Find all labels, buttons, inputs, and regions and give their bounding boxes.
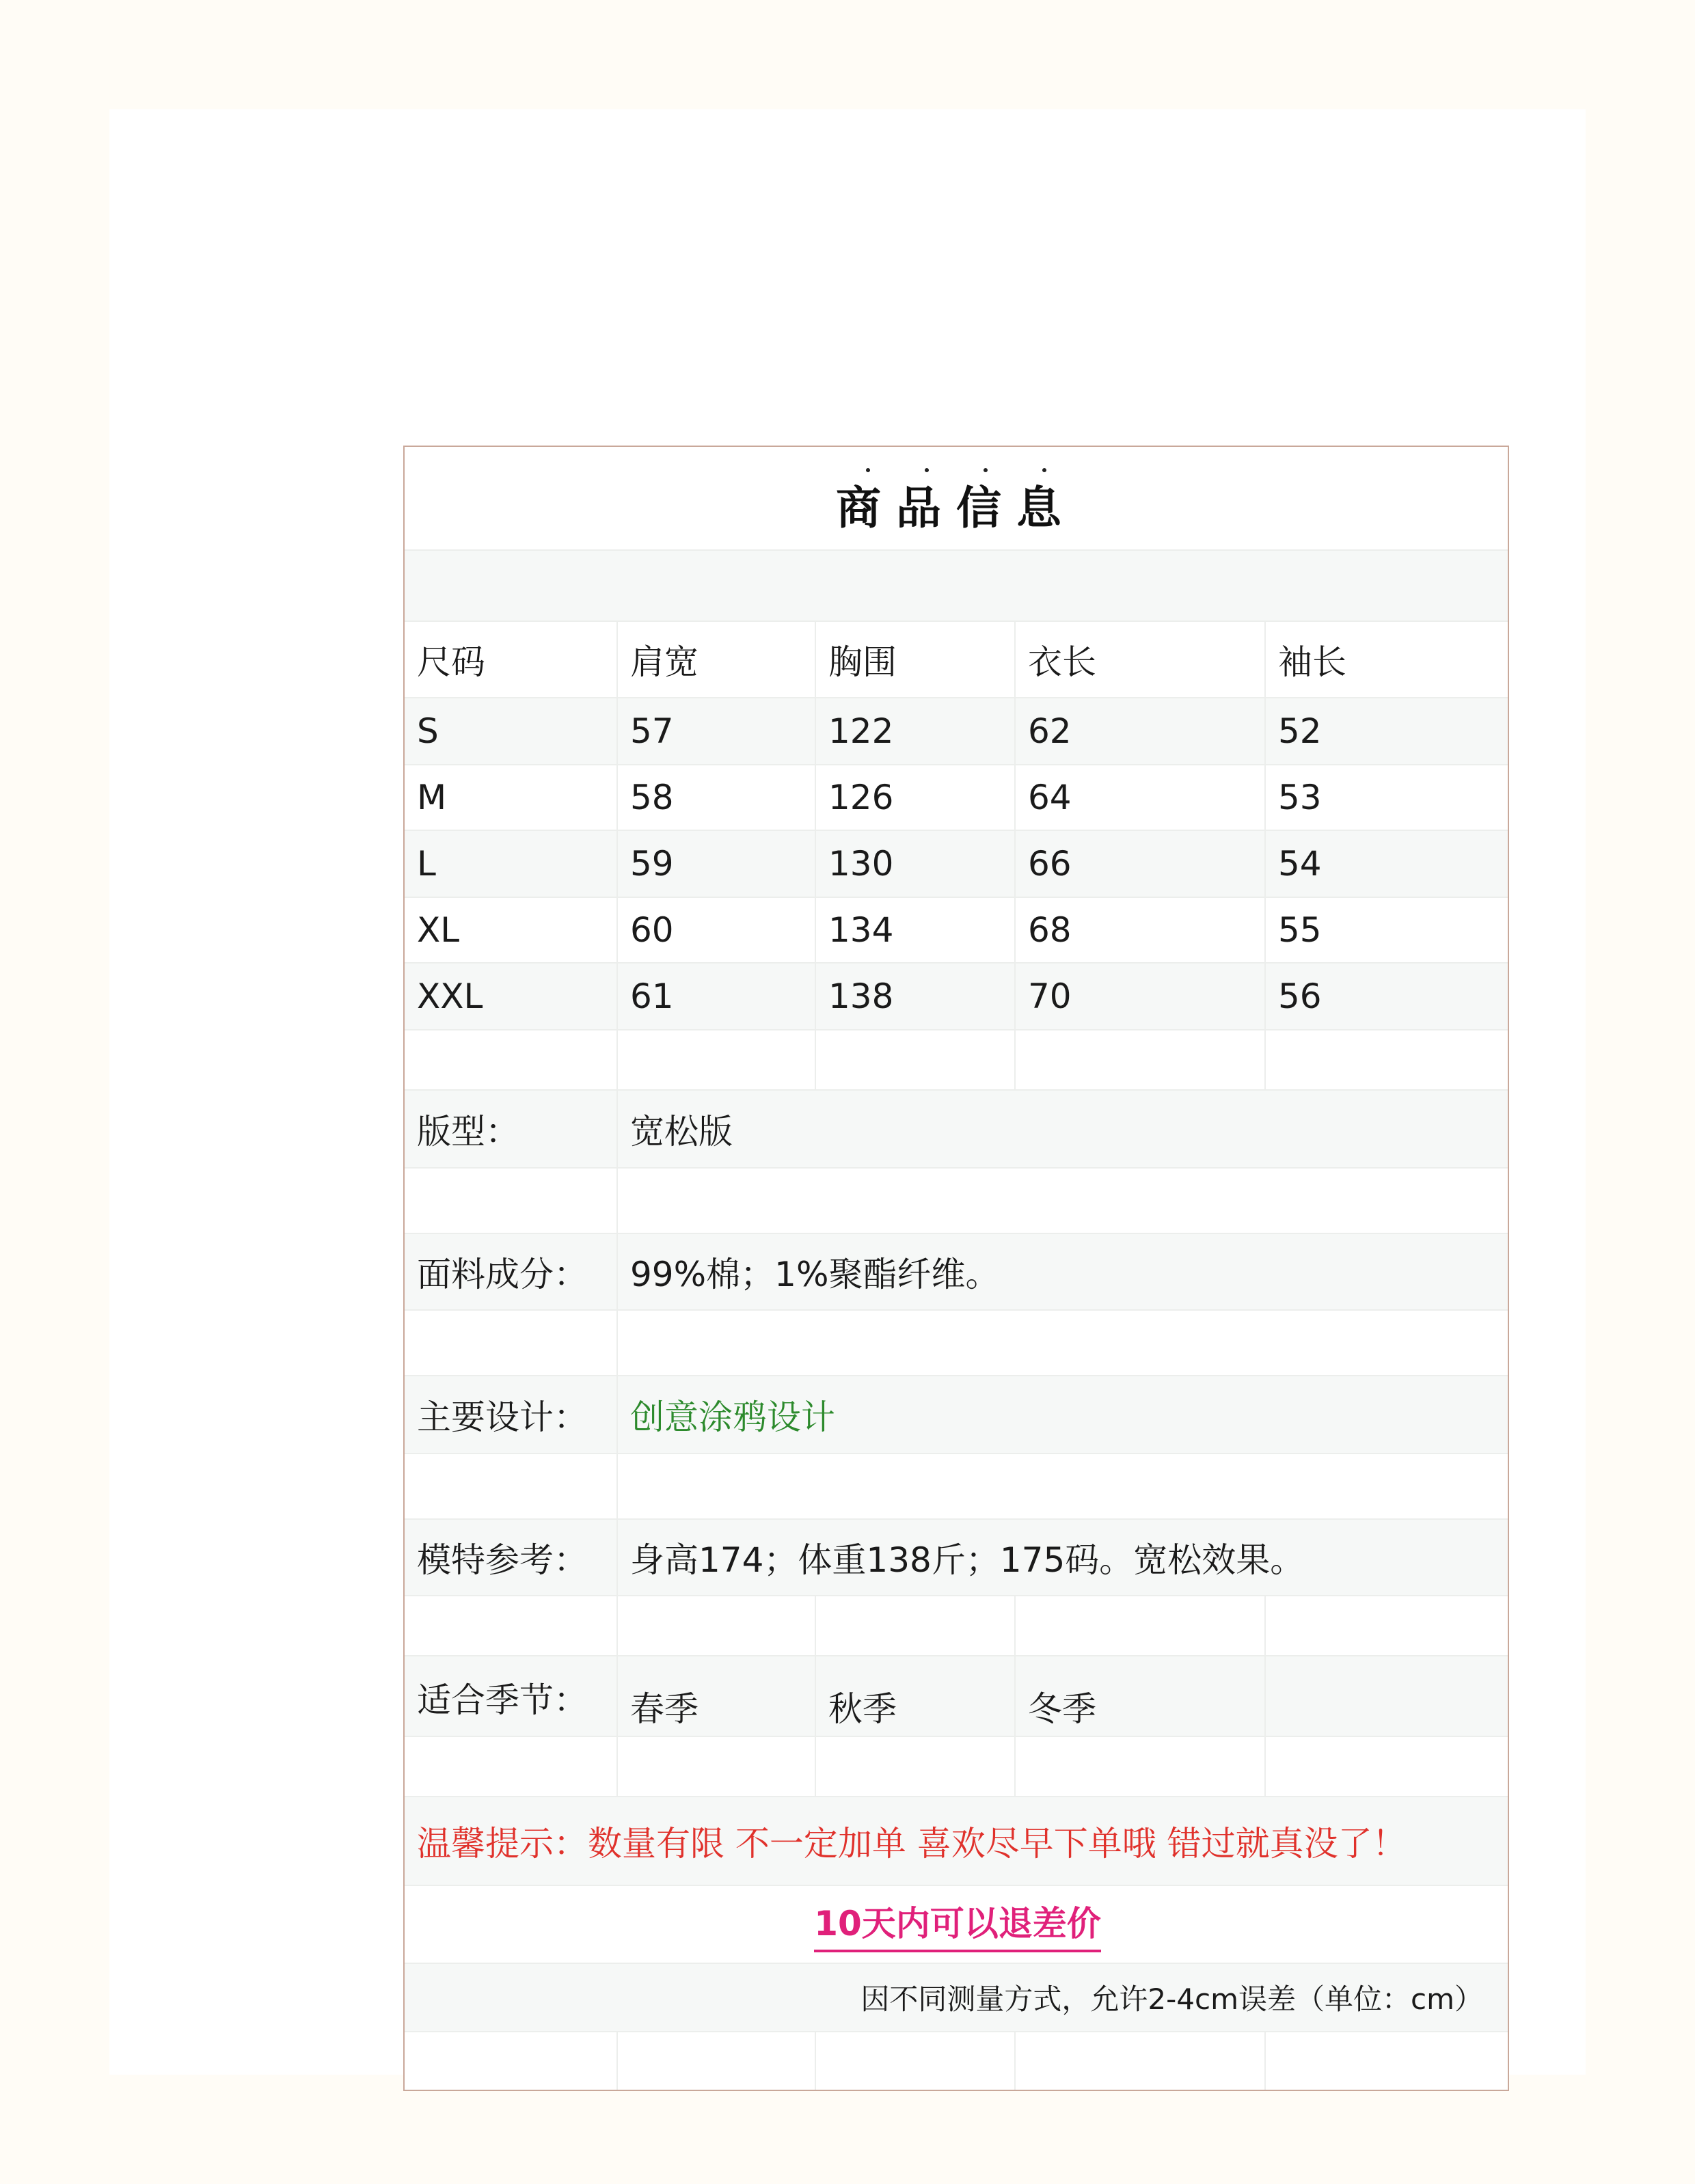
model-label: 模特参考：: [417, 1540, 588, 1580]
fit-row: [405, 1091, 1508, 1169]
size-header-row: [405, 622, 1508, 698]
season-row: [405, 1656, 1508, 1737]
page-title: 商品信息: [836, 482, 1076, 534]
fabric-label: 面料成分：: [417, 1255, 588, 1294]
season-spring: 春季: [616, 1656, 815, 1736]
table-row: [405, 898, 1508, 964]
cell-length: 66: [1014, 831, 1264, 897]
header-length: 衣长: [1014, 622, 1264, 697]
table-row: [405, 698, 1508, 765]
notice-row: [405, 1797, 1508, 1886]
fit-value: 宽松版: [616, 1091, 1509, 1167]
table-row: [405, 765, 1508, 831]
refund-row: [405, 1886, 1508, 1964]
season-label: 适合季节：: [417, 1680, 588, 1720]
cell-shoulder: 60: [616, 898, 815, 962]
empty-row: [405, 1454, 1508, 1520]
table-row: [405, 964, 1508, 1030]
cell-length: 64: [1014, 765, 1264, 830]
cell-chest: 122: [815, 698, 1014, 764]
fit-label: 版型：: [417, 1112, 519, 1151]
model-row: [405, 1520, 1508, 1596]
page-sheet: [109, 109, 1586, 2075]
empty-row: [405, 2032, 1508, 2091]
cell-size: M: [417, 778, 447, 817]
cell-chest: 138: [815, 964, 1014, 1029]
fabric-value: 99%棉；1%聚酯纤维。: [616, 1234, 1509, 1309]
cell-sleeve: 54: [1264, 831, 1509, 897]
product-info-table: [403, 446, 1509, 2091]
model-value: 身高174；体重138斤；175码。宽松效果。: [616, 1520, 1509, 1595]
empty-row: [405, 1169, 1508, 1234]
cell-sleeve: 55: [1264, 898, 1509, 962]
cell-size: L: [417, 844, 436, 884]
cell-length: 70: [1014, 964, 1264, 1029]
header-shoulder: 肩宽: [616, 622, 815, 697]
cell-chest: 130: [815, 831, 1014, 897]
cell-size: XL: [417, 910, 460, 950]
cell-sleeve: 56: [1264, 964, 1509, 1029]
cell-sleeve: 52: [1264, 698, 1509, 764]
spacer-row: [405, 551, 1508, 622]
cell-shoulder: 59: [616, 831, 815, 897]
title-row: [405, 447, 1508, 551]
cell-size: XXL: [417, 977, 483, 1016]
design-value: 创意涂鸦设计: [616, 1376, 1509, 1453]
header-size: 尺码: [417, 642, 485, 682]
design-label: 主要设计：: [417, 1397, 588, 1437]
cell-length: 62: [1014, 698, 1264, 764]
fabric-row: [405, 1234, 1508, 1311]
cell-shoulder: 57: [616, 698, 815, 764]
header-sleeve: 袖长: [1264, 622, 1509, 697]
cell-shoulder: 61: [616, 964, 815, 1029]
season-autumn: 秋季: [815, 1656, 1014, 1736]
table-row: [405, 831, 1508, 898]
tolerance-text: 因不同测量方式，允许2-4cm误差（单位：cm）: [860, 1982, 1483, 2016]
refund-cell: [405, 1886, 1509, 1963]
empty-row: [405, 1596, 1508, 1656]
tolerance-row: [405, 1964, 1508, 2032]
cell-chest: 134: [815, 898, 1014, 962]
empty-row: [405, 1737, 1508, 1797]
notice-text: 温馨提示：数量有限 不一定加单 喜欢尽早下单哦 错过就真没了！: [417, 1824, 1407, 1864]
cell-chest: 126: [815, 765, 1014, 830]
cell-length: 68: [1014, 898, 1264, 962]
refund-text: 10天内可以退差价: [814, 1896, 1101, 1952]
cell-sleeve: 53: [1264, 765, 1509, 830]
cell-shoulder: 58: [616, 765, 815, 830]
empty-row: [405, 1311, 1508, 1376]
design-row: [405, 1376, 1508, 1454]
cell-size: S: [417, 711, 439, 751]
season-winter: 冬季: [1014, 1656, 1264, 1736]
header-chest: 胸围: [815, 622, 1014, 697]
empty-row: [405, 1030, 1508, 1091]
